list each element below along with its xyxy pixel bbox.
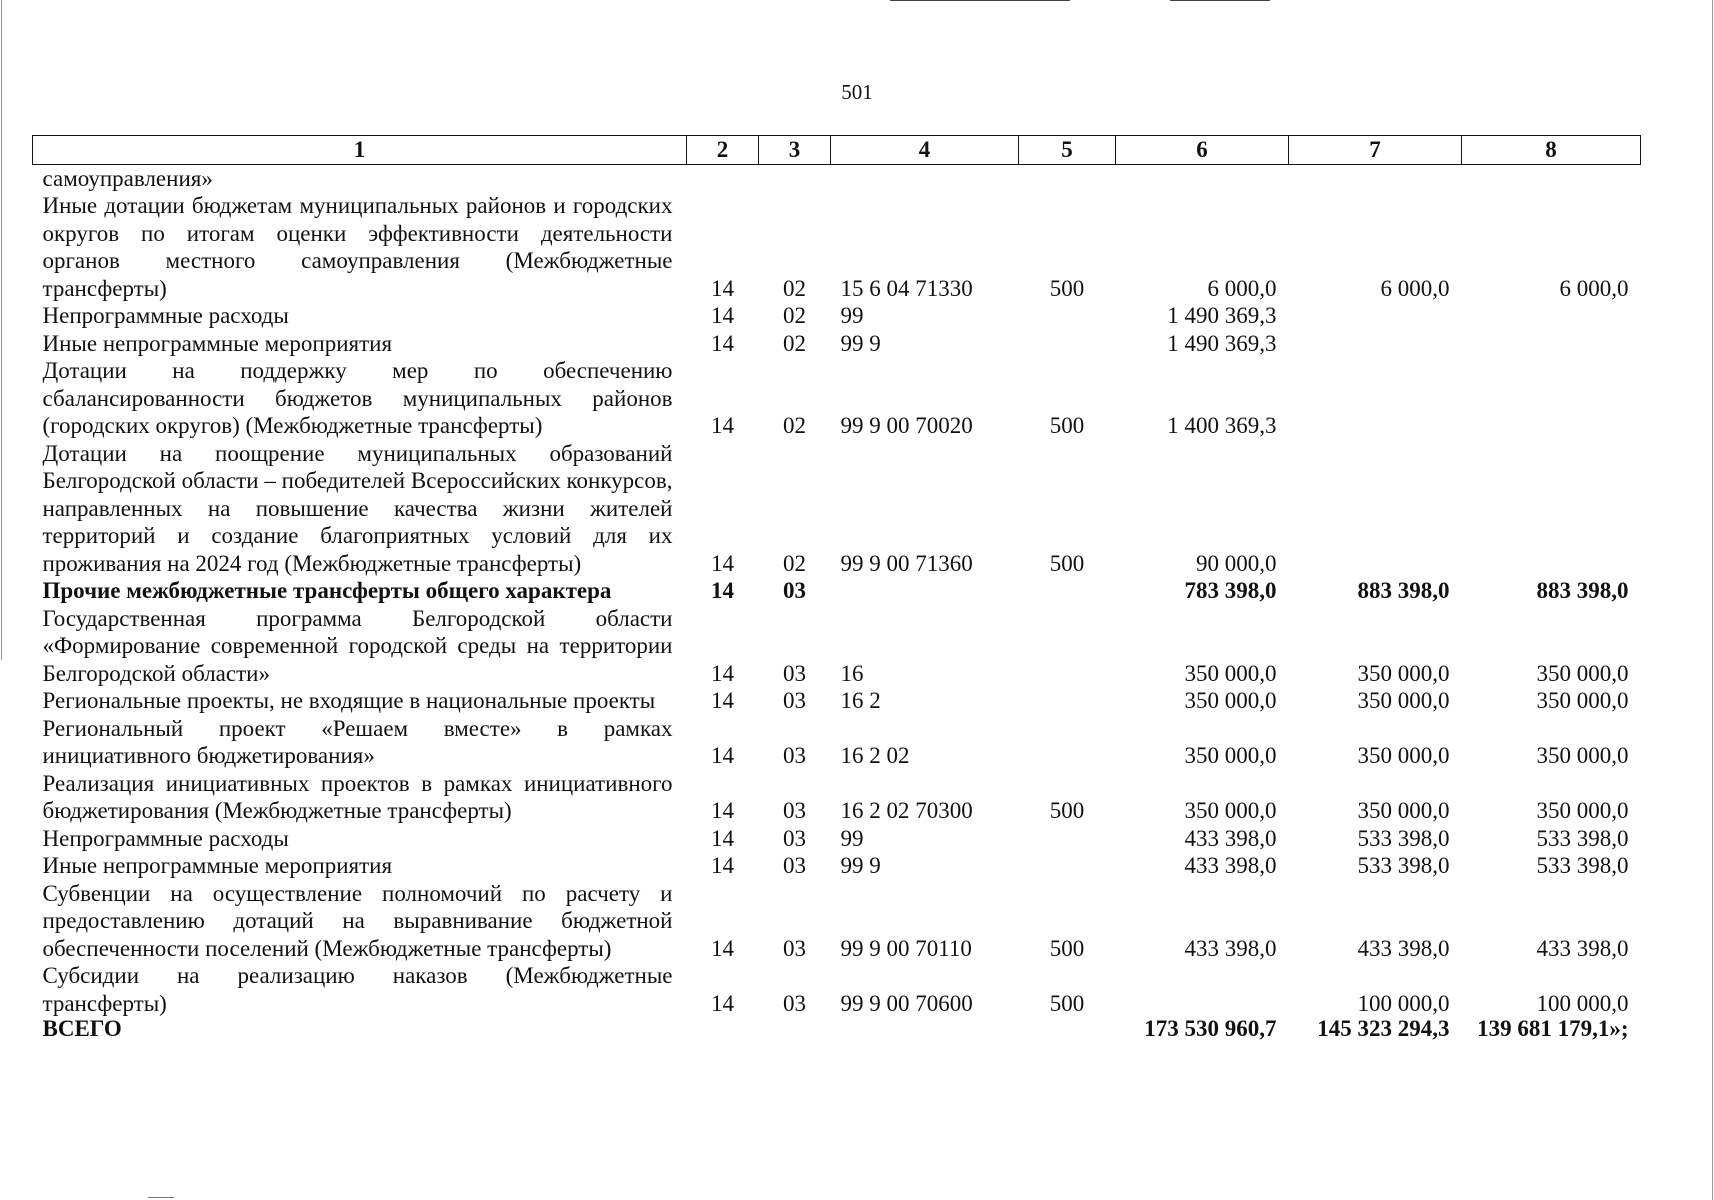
table-row xyxy=(33,192,1641,302)
value-cell: 433 398,0 xyxy=(1184,935,1277,961)
value-cell: 03 xyxy=(783,825,806,851)
value-cell: 533 398,0 xyxy=(1536,853,1629,878)
value-cell: 02 xyxy=(783,303,806,328)
value-cell xyxy=(687,1017,759,1041)
value-cell: 350 000,0 xyxy=(1184,798,1277,823)
value-cell: 350 000,0 xyxy=(1536,660,1629,686)
value-cell: 100 000,0 xyxy=(1536,990,1629,1016)
value-cell: 99 9 00 70020 xyxy=(840,413,973,438)
value-cell xyxy=(1289,330,1462,358)
value-cell: 14 xyxy=(711,578,734,603)
value-cell: 350 000,0 xyxy=(1536,688,1629,713)
value-cell: 02 xyxy=(783,330,806,356)
value-cell: 173 530 960,7 xyxy=(1144,1016,1277,1041)
value-cell: 433 398,0 xyxy=(1536,935,1629,961)
value-cell xyxy=(1019,715,1116,770)
value-cell: 350 000,0 xyxy=(1184,743,1277,768)
value-cell: 6 000,0 xyxy=(1559,275,1629,301)
value-cell: 500 xyxy=(1049,550,1085,576)
value-cell: 350 000,0 xyxy=(1357,688,1450,713)
value-cell: 350 000,0 xyxy=(1184,660,1277,686)
column-header: 5 xyxy=(1019,136,1116,165)
value-cell: 14 xyxy=(711,660,734,686)
row-label-cell: Субвенции на осуществление полномочий по расчету и предоставлению дотаций на выравнивание бюджетной обеспеченности поселений (Межбюджетные трансферты) xyxy=(42,880,673,961)
column-header: 3 xyxy=(759,136,831,165)
value-cell: 99 xyxy=(840,825,864,851)
value-cell: 03 xyxy=(783,935,806,961)
row-label-cell: Дотации на поощрение муниципальных образований Белгородской области – победителей Всероссийских конкурсов, направленных на повышение качества жизни жителей территорий и создание благоприятных условий для их проживания на 2024 год (Межбюджетные трансферты) xyxy=(42,440,673,576)
table-row xyxy=(33,440,1641,578)
column-header: 1 xyxy=(33,136,687,165)
value-cell: 500 xyxy=(1049,990,1085,1016)
value-cell: 883 398,0 xyxy=(1536,578,1629,603)
value-cell: 533 398,0 xyxy=(1357,853,1450,878)
value-cell: 02 xyxy=(783,275,806,301)
column-header: 6 xyxy=(1116,136,1289,165)
value-cell: 883 398,0 xyxy=(1357,578,1450,603)
value-cell: 14 xyxy=(711,303,734,328)
table-row xyxy=(33,1017,1641,1041)
value-cell: 6 000,0 xyxy=(1207,275,1277,301)
value-cell: 350 000,0 xyxy=(1536,798,1629,823)
value-cell: 03 xyxy=(783,688,806,713)
row-label-cell: Прочие межбюджетные трансферты общего характера xyxy=(42,578,612,603)
value-cell: 500 xyxy=(1049,935,1085,961)
value-cell xyxy=(1462,357,1641,440)
row-label-cell: Иные непрограммные мероприятия xyxy=(42,853,393,878)
value-cell: 03 xyxy=(783,743,806,768)
table-row xyxy=(33,687,1641,715)
value-cell: 350 000,0 xyxy=(1357,660,1450,686)
value-cell: 02 xyxy=(783,550,806,576)
page-number: 501 xyxy=(841,80,873,104)
column-header: 8 xyxy=(1462,136,1641,165)
table-row xyxy=(33,770,1641,825)
value-cell xyxy=(687,164,759,192)
scan-mark xyxy=(1,0,2,660)
value-cell xyxy=(1462,330,1641,358)
value-cell: 6 000,0 xyxy=(1380,275,1450,301)
row-label-cell: Региональный проект «Решаем вместе» в рамках инициативного бюджетирования» xyxy=(42,715,673,768)
value-cell xyxy=(1019,330,1116,358)
value-cell: 99 9 00 71360 xyxy=(840,550,973,576)
value-cell: 03 xyxy=(783,798,806,823)
scan-mark xyxy=(890,0,1070,1)
table-row xyxy=(33,164,1641,192)
value-cell xyxy=(759,164,831,192)
value-cell: 02 xyxy=(783,413,806,438)
value-cell: 14 xyxy=(711,825,734,851)
value-cell: 14 xyxy=(711,990,734,1016)
budget-table xyxy=(32,135,1641,1041)
value-cell xyxy=(1019,605,1116,688)
value-cell: 14 xyxy=(711,330,734,356)
value-cell: 100 000,0 xyxy=(1357,990,1450,1016)
row-label-cell: Непрограммные расходы xyxy=(42,825,289,851)
value-cell xyxy=(1116,164,1289,192)
row-label-cell: Иные непрограммные мероприятия xyxy=(42,330,393,356)
table-row xyxy=(33,577,1641,605)
value-cell: 14 xyxy=(711,935,734,961)
value-cell: 16 2 02 70300 xyxy=(840,798,973,823)
value-cell: 14 xyxy=(711,798,734,823)
value-cell xyxy=(759,1017,831,1041)
value-cell: 16 xyxy=(840,660,864,686)
value-cell: 1 490 369,3 xyxy=(1167,330,1277,356)
value-cell: 14 xyxy=(711,743,734,768)
value-cell: 16 2 02 xyxy=(840,743,910,768)
value-cell: 90 000,0 xyxy=(1196,550,1277,576)
value-cell xyxy=(1462,440,1641,578)
row-label-cell: Реализация инициативных проектов в рамках инициативного бюджетирования (Межбюджетные трансферты) xyxy=(42,770,673,823)
value-cell xyxy=(1289,164,1462,192)
value-cell: 14 xyxy=(711,413,734,438)
value-cell xyxy=(1019,577,1116,605)
value-cell: 433 398,0 xyxy=(1184,853,1277,878)
value-cell: 99 9 xyxy=(840,853,881,878)
value-cell: 03 xyxy=(783,660,806,686)
table-row xyxy=(33,880,1641,963)
row-label-cell: Региональные проекты, не входящие в национальные проекты xyxy=(42,688,656,713)
value-cell xyxy=(1019,825,1116,853)
value-cell: 139 681 179,1»; xyxy=(1477,1016,1629,1041)
scan-mark xyxy=(1170,0,1270,1)
value-cell: 14 xyxy=(711,275,734,301)
column-header: 2 xyxy=(687,136,759,165)
value-cell xyxy=(1462,302,1641,330)
value-cell: 15 6 04 71330 xyxy=(840,275,973,301)
row-label-cell: Субсидии на реализацию наказов (Межбюджетные трансферты) xyxy=(42,963,673,1016)
value-cell xyxy=(1019,852,1116,880)
value-cell: 99 xyxy=(840,303,864,328)
value-cell: 433 398,0 xyxy=(1357,935,1450,961)
value-cell: 1 490 369,3 xyxy=(1167,303,1277,328)
value-cell: 03 xyxy=(783,578,806,603)
value-cell: 03 xyxy=(783,990,806,1016)
value-cell xyxy=(1019,164,1116,192)
row-label-cell: Непрограммные расходы xyxy=(42,303,289,328)
table-row xyxy=(33,962,1641,1017)
value-cell: 350 000,0 xyxy=(1184,688,1277,713)
value-cell: 500 xyxy=(1049,798,1085,823)
value-cell: 14 xyxy=(711,550,734,576)
value-cell: 500 xyxy=(1049,275,1085,301)
value-cell xyxy=(1289,302,1462,330)
column-header: 7 xyxy=(1289,136,1462,165)
table-row xyxy=(33,302,1641,330)
value-cell: 783 398,0 xyxy=(1184,578,1277,603)
table-row xyxy=(33,852,1641,880)
row-label-cell: Государственная программа Белгородской области «Формирование современной городской среды на территории Белгородской области» xyxy=(42,605,673,686)
value-cell: 99 9 00 70600 xyxy=(840,990,973,1016)
table-row xyxy=(33,330,1641,358)
value-cell: 1 400 369,3 xyxy=(1167,413,1277,438)
row-label-cell: Дотации на поддержку мер по обеспечению сбалансированности бюджетов муниципальных районов (городских округов) (Межбюджетные трансферты) xyxy=(42,358,673,438)
value-cell xyxy=(831,1017,1019,1041)
value-cell: 14 xyxy=(711,688,734,713)
value-cell xyxy=(1289,440,1462,578)
value-cell: 14 xyxy=(711,853,734,878)
table-row xyxy=(33,605,1641,688)
value-cell xyxy=(1019,302,1116,330)
value-cell: 16 2 xyxy=(840,688,881,713)
value-cell xyxy=(1116,962,1289,1017)
value-cell: 533 398,0 xyxy=(1357,825,1450,851)
value-cell xyxy=(1019,1017,1116,1041)
table-row xyxy=(33,715,1641,770)
table-body xyxy=(33,164,1641,1041)
value-cell xyxy=(1289,357,1462,440)
value-cell: 03 xyxy=(783,853,806,878)
scan-mark xyxy=(148,1197,174,1198)
value-cell: 145 323 294,3 xyxy=(1317,1016,1450,1041)
value-cell: 533 398,0 xyxy=(1536,825,1629,851)
table-row xyxy=(33,825,1641,853)
value-cell: 433 398,0 xyxy=(1184,825,1277,851)
table-header-row xyxy=(33,136,1641,165)
value-cell: 99 9 xyxy=(840,330,881,356)
row-label-cell: самоуправления» xyxy=(42,165,213,191)
value-cell xyxy=(831,164,1019,192)
row-label-cell: ВСЕГО xyxy=(42,1016,122,1041)
row-label-cell: Иные дотации бюджетам муниципальных районов и городских округов по итогам оценки эффективности деятельности органов местного самоуправления (Межбюджетные трансферты) xyxy=(42,193,673,301)
value-cell: 350 000,0 xyxy=(1357,743,1450,768)
value-cell: 350 000,0 xyxy=(1357,798,1450,823)
scan-mark xyxy=(1712,0,1713,1200)
value-cell xyxy=(1462,164,1641,192)
value-cell: 350 000,0 xyxy=(1536,743,1629,768)
value-cell xyxy=(831,577,1019,605)
table-row xyxy=(33,357,1641,440)
column-header: 4 xyxy=(831,136,1019,165)
value-cell: 500 xyxy=(1049,413,1085,438)
value-cell xyxy=(1019,687,1116,715)
value-cell: 99 9 00 70110 xyxy=(840,935,972,961)
